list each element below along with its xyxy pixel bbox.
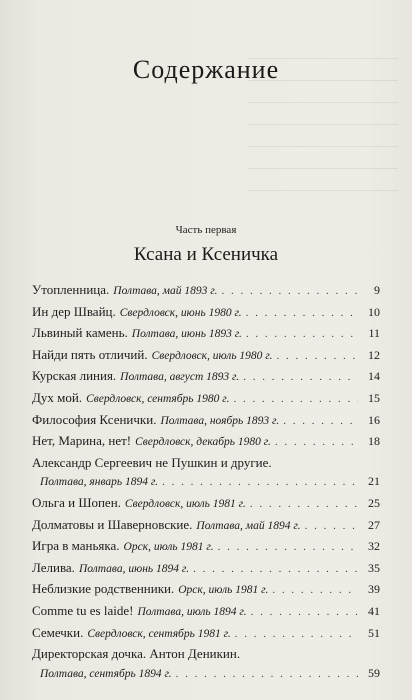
show-through-line <box>248 146 398 147</box>
toc-entry[interactable] <box>32 323 380 345</box>
toc-entry-title: Львиный камень. <box>32 325 128 341</box>
leader-dots <box>305 517 358 537</box>
toc-entry-place-date: Полтава, июль 1894 г. <box>137 605 247 618</box>
toc-entry[interactable] <box>32 579 380 601</box>
leader-dots <box>193 560 358 580</box>
leader-dots <box>234 390 358 410</box>
toc-entry-title: Александр Сергеевич не Пушкин и другие. <box>32 454 272 470</box>
toc-entry[interactable] <box>32 515 380 537</box>
toc-entry[interactable] <box>32 345 380 367</box>
toc-entry-title: Нет, Марина, нет! <box>32 433 132 449</box>
toc-entry[interactable] <box>32 601 380 623</box>
table-of-contents <box>32 280 380 684</box>
toc-entry-title: Comme tu es laide! <box>32 602 134 618</box>
toc-entry-page: 39 <box>368 582 380 597</box>
toc-entry[interactable] <box>32 410 380 432</box>
leader-dots <box>250 495 358 515</box>
toc-entry[interactable] <box>32 280 380 302</box>
toc-entry-page: 25 <box>368 495 380 510</box>
toc-entry-place-date: Орск, июль 1981 г. <box>123 541 214 554</box>
toc-entry-page: 18 <box>368 434 380 449</box>
leader-dots <box>243 368 358 388</box>
toc-entry-page: 11 <box>368 326 380 341</box>
toc-entry-place-date: Полтава, май 1894 г. <box>196 519 301 532</box>
toc-entry-title: Ольга и Шопен. <box>32 494 121 510</box>
toc-entry-place-date: Свердловск, декабрь 1980 г. <box>135 436 271 449</box>
leader-dots <box>246 325 358 345</box>
leader-dots <box>251 603 358 623</box>
toc-entry-page: 41 <box>368 603 380 618</box>
toc-entry-place-date: Полтава, сентябрь 1894 г. <box>40 667 172 680</box>
toc-entry-place-date: Полтава, август 1893 г. <box>120 371 240 384</box>
toc-entry[interactable] <box>32 558 380 580</box>
toc-entry-place-date: Свердловск, сентябрь 1981 г. <box>87 627 231 640</box>
toc-entry[interactable] <box>32 453 380 493</box>
toc-entry[interactable] <box>32 493 380 515</box>
leader-dots <box>277 347 358 367</box>
toc-entry-page: 51 <box>368 625 380 640</box>
leader-dots <box>275 433 358 453</box>
toc-entry-title: Лелива. <box>32 559 75 575</box>
toc-entry[interactable] <box>32 388 380 410</box>
toc-entry-title: Семечки. <box>32 624 84 640</box>
toc-entry-title: Ин дер Швайц. <box>32 303 116 319</box>
toc-entry-title: Философия Ксенички. <box>32 411 157 427</box>
toc-entry[interactable] <box>32 302 380 324</box>
toc-entry-place-date: Свердловск, сентябрь 1980 г. <box>86 392 230 405</box>
toc-entry-title: Долматовы и Шаверновские. <box>32 516 193 532</box>
toc-entry-place-date: Свердловск, июнь 1980 г. <box>119 306 242 319</box>
toc-entry[interactable] <box>32 366 380 388</box>
toc-entry-place-date: Полтава, ноябрь 1893 г. <box>160 414 280 427</box>
show-through-line <box>248 124 398 125</box>
toc-entry[interactable] <box>32 431 380 453</box>
leader-dots <box>162 473 358 493</box>
toc-entry-page: 15 <box>368 390 380 405</box>
toc-entry-page: 21 <box>368 474 380 489</box>
leader-dots <box>221 282 358 302</box>
show-through-line <box>248 190 398 191</box>
leader-dots <box>176 665 358 685</box>
leader-dots <box>283 412 358 432</box>
toc-entry-title: Дух мой. <box>32 389 83 405</box>
toc-entry[interactable] <box>32 623 380 645</box>
toc-entry-page: 16 <box>368 412 380 427</box>
toc-entry-place-date: Полтава, июнь 1894 г. <box>78 562 190 575</box>
leader-dots <box>235 625 358 645</box>
leader-dots <box>218 538 358 558</box>
toc-entry-title: Неблизкие родственники. <box>32 581 175 597</box>
part-title: Ксана и Ксеничка <box>133 244 279 265</box>
toc-entry[interactable] <box>32 644 380 684</box>
page-title: Содержание <box>132 55 280 84</box>
leader-dots <box>246 304 358 324</box>
toc-entry-place-date: Свердловск, июль 1980 г. <box>151 349 273 362</box>
toc-entry-page: 27 <box>368 517 380 532</box>
toc-entry-page: 14 <box>368 369 380 384</box>
toc-entry-page: 32 <box>368 539 380 554</box>
toc-entry-title: Курская линия. <box>32 368 117 384</box>
toc-entry-title: Найди пять отличий. <box>32 346 148 362</box>
part-label: Часть первая <box>175 224 237 236</box>
toc-entry-page: 12 <box>368 347 380 362</box>
leader-dots <box>272 581 358 601</box>
toc-entry-page: 35 <box>368 560 380 575</box>
toc-entry-place-date: Свердловск, июль 1981 г. <box>124 497 246 510</box>
toc-entry[interactable] <box>32 536 380 558</box>
toc-entry-place-date: Полтава, январь 1894 г. <box>40 476 159 489</box>
toc-entry-place-date: Полтава, июнь 1893 г. <box>131 328 242 341</box>
toc-entry-place-date: Орск, июль 1981 г. <box>178 584 269 597</box>
toc-entry-title: Директорская дочка. Антон Деникин. <box>32 646 241 662</box>
show-through-line <box>248 102 398 103</box>
show-through-line <box>248 168 398 169</box>
toc-entry-page: 9 <box>374 283 380 297</box>
toc-entry-title: Утопленница. <box>32 282 110 297</box>
toc-entry-title: Игра в маньяка. <box>32 538 120 554</box>
toc-entry-page: 59 <box>368 665 380 680</box>
toc-entry-place-date: Полтава, май 1893 г. <box>113 285 218 297</box>
toc-entry-page: 10 <box>368 304 380 319</box>
